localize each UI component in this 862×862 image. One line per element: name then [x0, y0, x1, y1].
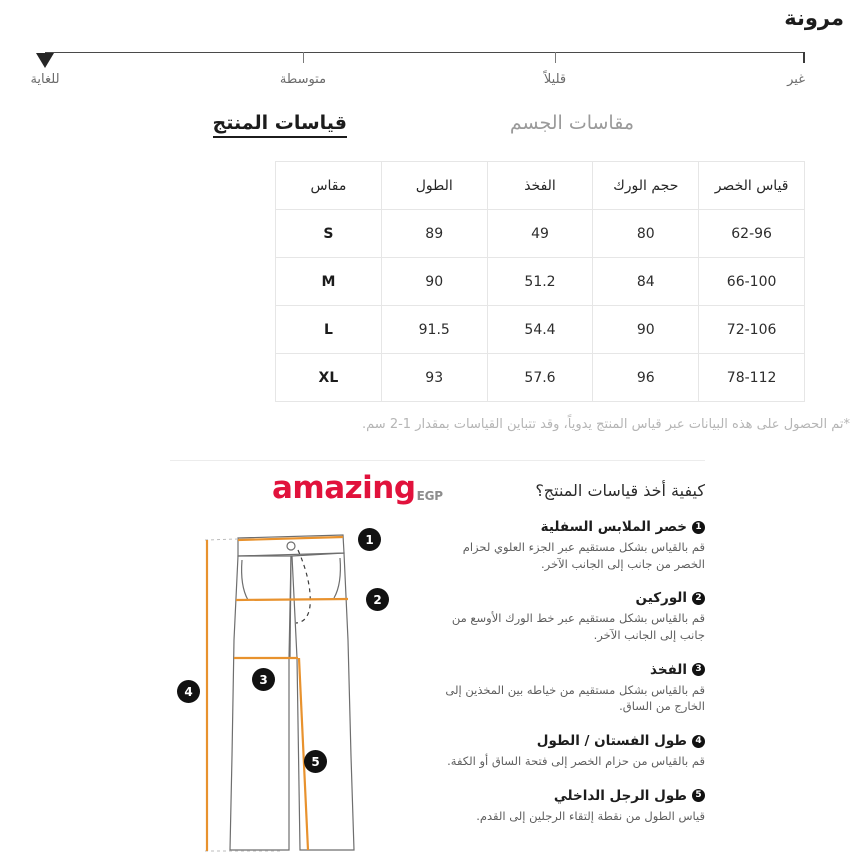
diagram-badge-5: 5: [304, 750, 327, 773]
cell-length: 89: [381, 210, 487, 258]
step-description: قم بالقياس بشكل مستقيم عبر الجزء العلوي لحزام الخصر من جانب إلى الجانب الآخر.: [462, 540, 705, 571]
cell-thigh: 49: [487, 210, 593, 258]
step-number-badge-icon: 5: [692, 789, 705, 802]
tab-body-measurements[interactable]: مقاسات الجسم: [509, 112, 634, 134]
cell-thigh: 54.4: [487, 306, 593, 354]
step-number-badge-icon: 2: [692, 592, 705, 605]
table-row: [276, 354, 805, 402]
cell-size: M: [276, 258, 382, 306]
measure-line-hip: [236, 599, 348, 600]
elasticity-scale: [30, 52, 805, 98]
step-header: [443, 662, 705, 678]
cell-thigh: 57.6: [487, 354, 593, 402]
list-item: [443, 788, 705, 825]
scale-label-0: للغاية: [30, 72, 60, 87]
cell-hip: 96: [593, 354, 699, 402]
diagram-badge-1: 1: [358, 528, 381, 551]
step-description: قم بالقياس بشكل مستقيم من خياطه بين المخذين إلى الخارج من الساق.: [445, 682, 705, 714]
cell-waist: 66-100: [699, 258, 805, 306]
step-header: [443, 590, 705, 606]
pants-illustration-icon: [172, 520, 404, 862]
cell-waist: 72-106: [699, 306, 805, 354]
cell-waist: 62-96: [699, 210, 805, 258]
step-number-badge-icon: 3: [692, 663, 705, 676]
elasticity-marker: [36, 53, 54, 68]
brand-logo-suffix: EGP: [416, 489, 443, 503]
howto-heading: كيفية أخذ قياسات المنتج؟: [535, 481, 705, 500]
step-title: طول الرجل الداخلي: [553, 787, 687, 804]
cell-size: S: [276, 210, 382, 258]
cell-thigh: 51.2: [487, 258, 593, 306]
table-row: [276, 210, 805, 258]
size-table: [275, 161, 805, 402]
diagram-badge-2: 2: [366, 588, 389, 611]
scale-label-1: متوسطة: [279, 72, 327, 87]
fly-stitch-dashed-line: [296, 550, 310, 623]
step-description: قياس الطول من نقطة إلتقاء الرجلين إلى القدم.: [476, 808, 705, 823]
step-number-badge-icon: 4: [692, 735, 705, 748]
scale-tick-2: [555, 52, 556, 63]
col-header-length: الطول: [381, 162, 487, 210]
cell-waist: 78-112: [699, 354, 805, 402]
step-title: خصر الملابس السفلية: [540, 519, 687, 535]
step-header: [443, 788, 705, 804]
scale-tick-1: [303, 52, 304, 63]
col-header-waist: قياس الخصر: [699, 162, 805, 210]
col-header-thigh: الفخذ: [487, 162, 593, 210]
cell-length: 91.5: [381, 306, 487, 354]
list-item: [443, 733, 705, 770]
col-header-size: مقاس: [276, 162, 382, 210]
cell-hip: 80: [593, 210, 699, 258]
col-header-hip: حجم الورك: [593, 162, 699, 210]
list-item: [443, 519, 705, 572]
table-row: [276, 306, 805, 354]
step-description: قم بالقياس بشكل مستقيم عبر خط الورك الأوسع من جانب إلى الجانب الآخر.: [451, 611, 705, 643]
brand-logo-name: amazing: [272, 470, 416, 506]
diagram-badge-4: 4: [177, 680, 200, 703]
cell-length: 90: [381, 258, 487, 306]
step-number-badge-icon: 1: [692, 521, 705, 534]
table-disclaimer-note: *تم الحصول على هذه البيانات عبر قياس المنتج يدوياً، وقد تتباين القياسات بمقدار 1-2 سم.: [362, 417, 850, 432]
cell-size: XL: [276, 354, 382, 402]
pants-measurement-diagram: [172, 520, 404, 862]
scale-label-3: غير: [787, 72, 805, 87]
step-title: طول الفستان / الطول: [536, 733, 687, 750]
step-title: الوركين: [635, 590, 687, 607]
step-header: [443, 519, 705, 535]
step-title: الفخذ: [650, 661, 687, 678]
scale-axis-line: [45, 52, 805, 53]
elasticity-title: مرونة: [784, 6, 844, 30]
step-description: قم بالقياس من حزام الخصر إلى فتحة الساق أو الكفة.: [447, 754, 705, 769]
button-detail-icon: [287, 542, 295, 550]
measurement-tabs: [0, 112, 862, 146]
cell-hip: 90: [593, 306, 699, 354]
table-row: [276, 258, 805, 306]
cell-length: 93: [381, 354, 487, 402]
scale-label-2: قليلاً: [543, 72, 567, 87]
diagram-badge-3: 3: [252, 668, 275, 691]
measurement-steps-list: [443, 519, 705, 842]
cell-size: L: [276, 306, 382, 354]
brand-logo: [272, 470, 443, 506]
section-divider: [170, 460, 705, 461]
list-item: [443, 590, 705, 643]
scale-end-cap: [803, 52, 805, 63]
step-header: [443, 733, 705, 749]
table-header-row: [276, 162, 805, 210]
tab-product-measurements[interactable]: قياسات المنتج: [213, 112, 347, 138]
list-item: [443, 662, 705, 715]
cell-hip: 84: [593, 258, 699, 306]
